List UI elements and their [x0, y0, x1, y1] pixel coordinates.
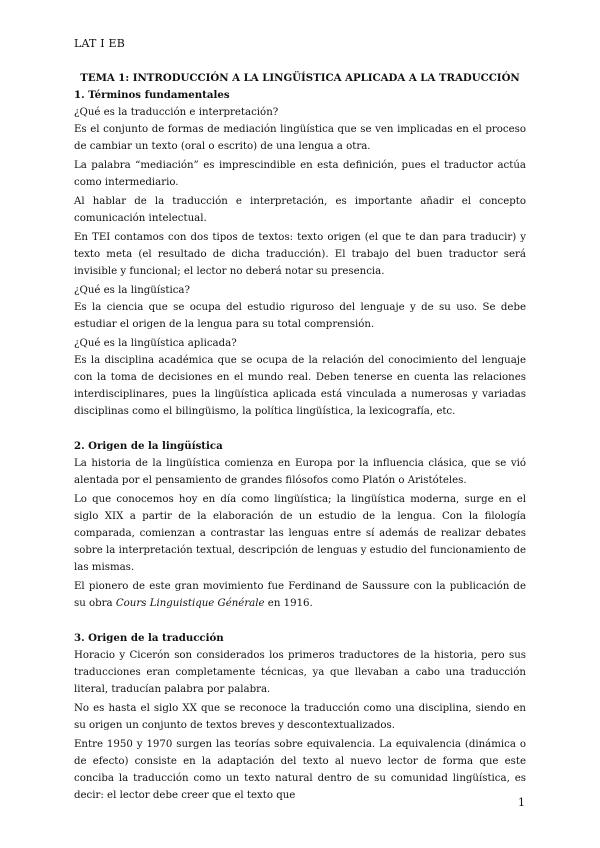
section-3-heading: 3. Origen de la traducción: [74, 632, 224, 644]
paragraph: La historia de la lingüística comienza en Europa por la influencia clásica, que se vió alentada por el pensamiento de grandes filósofos como Platón o Aristóteles.: [74, 458, 526, 486]
paragraph: Entre 1950 y 1970 surgen las teorías sobre equivalencia. La equivalencia (dinámica o de efecto) consiste en la adaptación del texto al nuevo lector de forma que este conciba la traducción como un texto natural dentro de su comunidad lingüística, es decir: el lector debe creer que el texto que: [74, 739, 526, 801]
work-title: Cours Linguistique Générale: [115, 598, 265, 609]
paragraph: Es la disciplina académica que se ocupa de la relación del conocimiento del lenguaje con la toma de decisiones en el mundo real. Deben tenerse en cuenta las relaciones interdisciplinares, pues la lingüística aplicada está vinculada a numerosas y variadas disciplinas como el bilingüismo, la política lingüística, la lexicografía, etc.: [74, 355, 526, 417]
question-linguistics: ¿Qué es la lingüística?: [74, 285, 190, 296]
paragraph: Lo que conocemos hoy en día como lingüística; la lingüística moderna, surge en el siglo XIX a partir de la elaboración de un estudio de la lengua. Con la filología comparada, comienzan a contrastar las lenguas entre sí además de realizar debates sobre la interpretación textual, descripción de lenguas y estudio del funcionamiento de las mismas.: [74, 494, 526, 573]
document-title: TEMA 1: INTRODUCCIÓN A LA LINGÜÍSTICA APLICADA A LA TRADUCCIÓN: [80, 72, 520, 84]
paragraph: En TEI contamos con dos tipos de textos: texto origen (el que te dan para traducir) y texto meta (el resultado de dicha traducción). El trabajo del buen traductor será invisible y funcional; el lector no deberá notar su presencia.: [74, 232, 526, 277]
text-span: El pionero de este gran movimiento fue Ferdinand de Saussure con la publicación de su obra: [74, 581, 526, 609]
paragraph: No es hasta el siglo XX que se reconoce la traducción como una disciplina, siendo en su origen un conjunto de textos breves y descontextualizados.: [74, 703, 526, 731]
paragraph: La palabra “mediación” es imprescindible en esta definición, pues el traductor actúa como intermediario.: [74, 160, 526, 188]
paragraph: [74, 578, 526, 612]
course-header: LAT I EB: [74, 37, 126, 50]
question-translation: ¿Qué es la traducción e interpretación?: [74, 107, 279, 118]
paragraph: Es el conjunto de formas de mediación lingüística que se ven implicadas en el proceso de cambiar un texto (oral o escrito) de una lengua a otra.: [74, 124, 526, 152]
paragraph: Es la ciencia que se ocupa del estudio riguroso del lenguaje y de su uso. Se debe estudiar el origen de la lengua para su total comprensión.: [74, 302, 526, 330]
section-2-heading: 2. Origen de la lingüística: [74, 440, 223, 452]
page-number: 1: [518, 796, 525, 809]
paragraph: Horacio y Cicerón son considerados los primeros traductores de la historia, pero sus traducciones eran completamente técnicas, ya que llevaban a cabo una traducción literal, traducían palabra por palabra.: [74, 650, 526, 695]
text-span: en 1916.: [264, 598, 313, 609]
section-1-heading: 1. Términos fundamentales: [74, 89, 230, 101]
paragraph: Al hablar de la traducción e interpretación, es importante añadir el concepto comunicación intelectual.: [74, 196, 526, 224]
question-applied-linguistics: ¿Qué es la lingüística aplicada?: [74, 338, 237, 349]
document-body: [74, 70, 526, 806]
